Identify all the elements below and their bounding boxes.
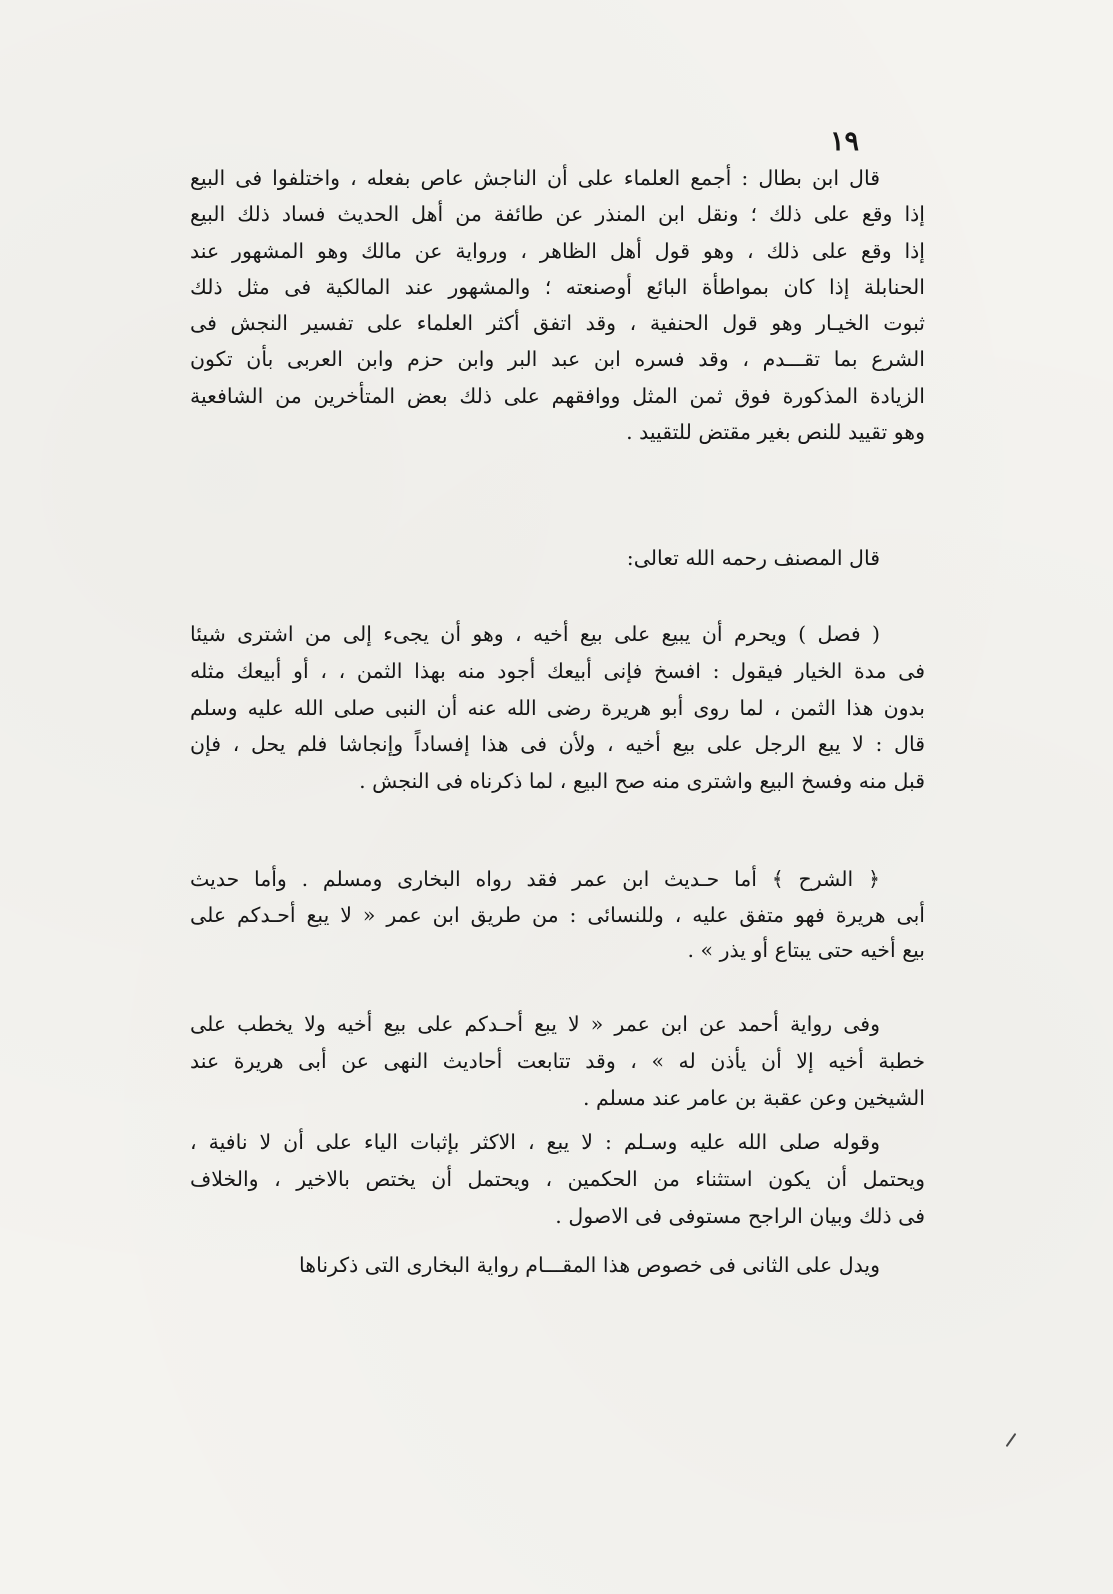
- paragraph-la-yabi: [190, 1124, 925, 1235]
- paragraph-bukhari: [190, 1246, 925, 1284]
- text-line: وهو تقييد للنص بغير مقتض للتقييد .: [626, 420, 925, 445]
- text-line: قال ابن بطال : أجمع العلماء على أن الناجش عاص بفعله ، واختلفوا فى البيع: [190, 166, 880, 190]
- text-line: الحنابلة إذا كان بمواطأة البائع أوصنعته ؛ والمشهور عند المالكية فى مثل ذلك: [190, 274, 925, 299]
- text-line: خطبة أخيه إلا أن يأذن له » ، وقد تتابعت أحاديث النهى عن أبى هريرة عند: [190, 1049, 925, 1073]
- paragraph-sharh: [190, 862, 925, 969]
- text-line: قال : لا يبع الرجل على بيع أخيه ، ولأن فى هذا إفساداً وإنجاشا فلم يحل ، فإن: [190, 732, 925, 757]
- paper-speck: [1006, 1433, 1017, 1447]
- text-line: ويدل على الثانى فى خصوص هذا المقـــام رواية البخارى التى ذكرناها: [299, 1253, 880, 1277]
- paragraph-ahmad-narration: [190, 1006, 925, 1117]
- text-line: وفى رواية أحمد عن ابن عمر « لا يبع أحـدكم على بيع أخيه ولا يخطب على: [190, 1012, 880, 1036]
- text-line: إذا وقع على ذلك ، وهو قول أهل الظاهر ، ورواية عن مالك وهو المشهور عند: [190, 238, 925, 263]
- text-line: بدون هذا الثمن ، لما روى أبو هريرة رضى الله عنه أن النبى صلى الله عليه وسلم: [190, 695, 925, 720]
- text-line: ويحتمل أن يكون استثناء من الحكمين ، ويحتمل أن يختص بالاخير ، والخلاف: [190, 1167, 925, 1191]
- text-line: وقوله صلى الله عليه وسـلم : لا يبع ، الاكثر بإثبات الياء على أن لا نافية ،: [190, 1130, 880, 1154]
- paragraph-fasl: [190, 616, 925, 800]
- paragraph-ibn-battal: [190, 160, 925, 450]
- author-heading: [190, 540, 925, 576]
- text-line: الزيادة المذكورة فوق ثمن المثل ووافقهم على ذلك بعض المتأخرين من الشافعية: [190, 383, 925, 408]
- text-line: فى ذلك وبيان الراجح مستوفى فى الاصول .: [555, 1204, 925, 1228]
- text-line: قبل منه وفسخ البيع واشترى منه صح البيع ، لما ذكرناه فى النجش .: [359, 769, 925, 794]
- section-heading: قال المصنف رحمه الله تعالى:: [626, 546, 880, 570]
- text-line: أبى هريرة فهو متفق عليه ، وللنسائى : من طريق ابن عمر « لا يبع أحـدكم على: [190, 902, 925, 927]
- text-line: الشرع بما تقـــدم ، وقد فسره ابن عبد البر وابن حزم وابن العربى بأن تكون: [190, 347, 925, 372]
- text-line: الشيخين وعن عقبة بن عامر عند مسلم .: [582, 1086, 925, 1110]
- text-line: ثبوت الخيـار وهو قول الحنفية ، وقد اتفق أكثر العلماء على تفسير النجش فى: [190, 311, 925, 336]
- page-number: ١٩: [830, 126, 860, 157]
- text-line: بيع أخيه حتى يبتاع أو يذر » .: [687, 938, 925, 962]
- text-line: ﴿ الشرح ﴾ أما حـديث ابن عمر فقد رواه البخارى ومسلم . وأما حديث: [190, 867, 880, 891]
- text-line: ( فصل ) ويحرم أن يبيع على بيع أخيه ، وهو أن يجىء إلى من اشترى شيئا: [190, 622, 880, 646]
- text-line: إذا وقع على ذلك ؛ ونقل ابن المنذر عن طائفة من أهل الحديث فساد ذلك البيع: [190, 202, 925, 227]
- text-line: فى مدة الخيار فيقول : افسخ فإنى أبيعك أجود منه بهذا الثمن ، ، أو أبيعك مثله: [190, 658, 925, 683]
